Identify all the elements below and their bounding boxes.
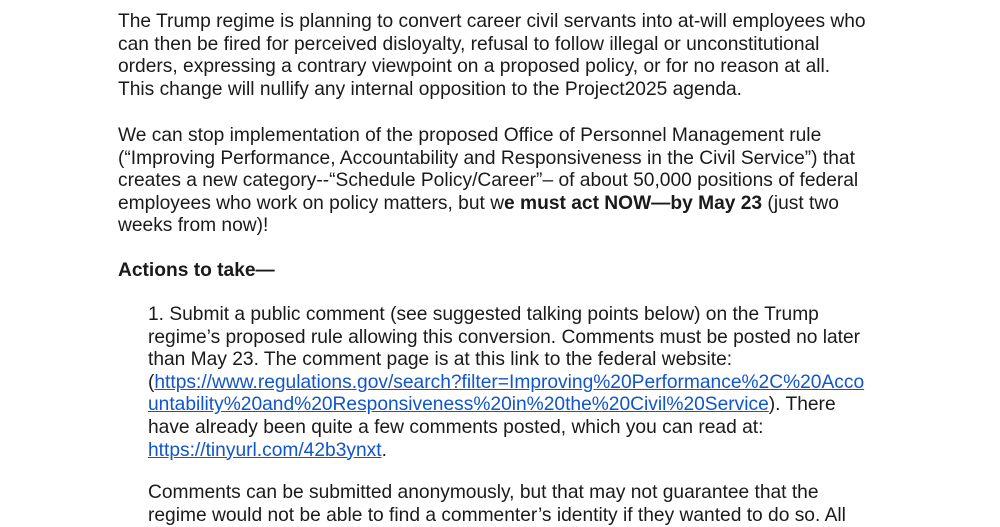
open-paren: ( bbox=[148, 371, 155, 393]
rule-line-4-text: employees who work on policy matters, but w bbox=[118, 192, 505, 214]
rule-line-1: We can stop implementation of the proposed Office of Personnel Management rule bbox=[118, 125, 822, 146]
intro-paragraph bbox=[118, 11, 866, 101]
action-line-7 bbox=[148, 440, 864, 463]
intro-line-2: can then be fired for perceived disloyalty, refusal to follow illegal or unconstitutional bbox=[118, 33, 820, 55]
rule-paragraph bbox=[118, 125, 858, 238]
intro-line-4: This change will nullify any internal opposition to the Project2025 agenda. bbox=[118, 78, 742, 100]
action-line-5-tail: ). There bbox=[768, 394, 836, 416]
rule-line-4 bbox=[118, 193, 858, 216]
rule-line-3: creates a new category--“Schedule Policy/Career”– of about 50,000 positions of federal bbox=[118, 170, 859, 192]
anonymity-line-2: regime would not be able to find a commenter’s identity if they wanted to do so. All bbox=[148, 504, 846, 526]
tinyurl-link[interactable]: https://tinyurl.com/42b3ynxt bbox=[148, 439, 382, 461]
action-item-1 bbox=[148, 304, 864, 462]
intro-line-3: orders, expressing a contrary viewpoint on a proposed policy, or for no reason at all. bbox=[118, 56, 831, 78]
action-line-6: have already been quite a few comments posted, which you can read at: bbox=[148, 416, 764, 438]
rule-line-5: weeks from now)! bbox=[118, 215, 269, 237]
action-line-2: regime’s proposed rule allowing this conversion. Comments must be posted no later bbox=[148, 326, 861, 348]
rule-line-2: (“Improving Performance, Accountability and Responsiveness in the Civil Service”) that bbox=[118, 147, 855, 169]
actions-heading: Actions to take— bbox=[118, 260, 275, 281]
action-line-1: 1. Submit a public comment (see suggested talking points below) on the Trump bbox=[148, 304, 819, 325]
action-line-4 bbox=[148, 372, 864, 395]
action-line-5 bbox=[148, 394, 864, 417]
action-line-3: than May 23. The comment page is at this link to the federal website: bbox=[148, 349, 733, 371]
deadline-emphasis: e must act NOW—by May 23 bbox=[504, 192, 763, 214]
regulations-link-part-2[interactable]: untability%20and%20Responsiveness%20in%20the%20Civil%20Service bbox=[148, 394, 769, 416]
period: . bbox=[381, 439, 387, 461]
regulations-link-part-1[interactable]: https://www.regulations.gov/search?filter=Improving%20Performance%2C%20Acco bbox=[154, 371, 865, 393]
intro-line-1: The Trump regime is planning to convert career civil servants into at-will employees who bbox=[118, 11, 866, 32]
anonymity-paragraph bbox=[148, 482, 846, 527]
anonymity-line-1: Comments can be submitted anonymously, but that may not guarantee that the bbox=[148, 482, 819, 503]
rule-line-4-tail: (just two bbox=[762, 192, 839, 214]
